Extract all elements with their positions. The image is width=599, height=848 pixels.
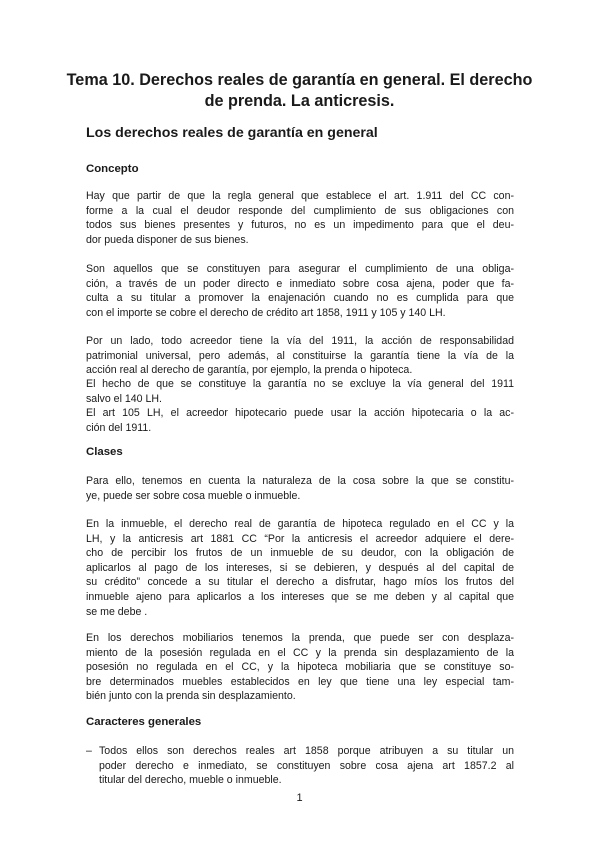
bullet-dash: – bbox=[86, 745, 92, 757]
paragraph-line: Hay que partir de que la regla general que establece el art. 1.911 del CC con- bbox=[86, 190, 514, 202]
paragraph-6 bbox=[86, 474, 514, 503]
paragraph-line: ye, puede ser sobre cosa mueble o inmueble. bbox=[86, 489, 301, 502]
section-heading: Los derechos reales de garantía en general bbox=[86, 125, 378, 141]
paragraph-line: El art 105 LH, el acreedor hipotecario puede usar la acción hipotecaria o la ac- bbox=[86, 407, 514, 419]
paragraph-line: aplicarlos al pago de los intereses, si se debieren, y después al del capital de bbox=[86, 561, 514, 574]
bullet-line: poder derecho e inmediato, se constituyen sobre cosa ajena art 1857.2 al bbox=[99, 759, 514, 772]
paragraph-line: El hecho de que se constituye la garantía no se excluye la vía general del 1911 bbox=[86, 378, 514, 390]
paragraph-line: forme a la cual el deudor responde del cumplimiento de sus obligaciones con bbox=[86, 204, 514, 217]
subheading-clases: Clases bbox=[86, 446, 123, 458]
bullet-line: titular del derecho, mueble o inmueble. bbox=[99, 774, 282, 787]
paragraph-line: bién junto con la prenda sin desplazamiento. bbox=[86, 690, 296, 703]
paragraph-8 bbox=[86, 631, 514, 704]
document-title bbox=[60, 70, 539, 112]
paragraph-5 bbox=[86, 406, 514, 435]
paragraph-line: cho de percibir los frutos de un inmueble de su deudor, con la obligación de bbox=[86, 547, 514, 560]
paragraph-line: su crédito” concede a su titular el derecho a disfrutar, hago míos los frutos del bbox=[86, 576, 514, 589]
paragraph-line: Son aquellos que se constituyen para asegurar el cumplimiento de una obliga- bbox=[86, 263, 514, 275]
paragraph-line: acción real al derecho de garantía, por ejemplo, la prenda o hipoteca. bbox=[86, 364, 413, 377]
paragraph-line: miento de la posesión regulada en el CC y la prenda sin desplazamiento de la bbox=[86, 646, 514, 659]
paragraph-line: patrimonial universal, pero además, al constituirse la garantía tiene la vía de la bbox=[86, 349, 514, 362]
paragraph-line: salvo el 140 LH. bbox=[86, 392, 162, 405]
subheading-caracteres: Caracteres generales bbox=[86, 716, 202, 728]
title-line-1: Tema 10. Derechos reales de garantía en general. El derecho bbox=[66, 71, 533, 89]
paragraph-line: En los derechos mobiliarios tenemos la prenda, que puede ser con desplaza- bbox=[86, 632, 514, 644]
paragraph-line: bre determinados muebles establecidos en ley que tiene una ley especial tam- bbox=[86, 675, 514, 688]
paragraph-line: Por un lado, todo acreedor tiene la vía del 1911, la acción de responsabilidad bbox=[86, 335, 514, 347]
bullet-text bbox=[99, 744, 514, 788]
subheading-concepto: Concepto bbox=[86, 163, 139, 175]
paragraph-1 bbox=[86, 189, 514, 247]
paragraph-line: dor pueda disponer de sus bienes. bbox=[86, 233, 249, 246]
paragraph-line: ción, a través de un poder directo e inmediato sobre cosa ajena, poder que fa- bbox=[86, 277, 514, 290]
paragraph-line: culta a su titular a promover la enajenación cuando no es cumplida para que bbox=[86, 292, 514, 305]
paragraph-line: Para ello, tenemos en cuenta la naturaleza de la cosa sobre la que se constitu- bbox=[86, 475, 514, 487]
paragraph-line: LH, y la anticresis art 1881 CC “Por la anticresis el acreedor adquiere el dere- bbox=[86, 532, 514, 545]
title-line-2: de prenda. La anticresis. bbox=[204, 92, 395, 110]
page-number: 1 bbox=[296, 792, 303, 804]
paragraph-line: se me debe . bbox=[86, 605, 148, 618]
paragraph-line: posesión no regulada en el CC, y la hipoteca mobiliaria que se constituye so- bbox=[86, 661, 514, 674]
paragraph-line: En la inmueble, el derecho real de garantía de hipoteca regulado en el CC y la bbox=[86, 518, 514, 530]
paragraph-2 bbox=[86, 262, 514, 320]
paragraph-line: todos sus bienes presentes y futuros, no es un impedimento para que el deu- bbox=[86, 219, 514, 232]
paragraph-7 bbox=[86, 517, 514, 619]
paragraph-3 bbox=[86, 334, 514, 378]
bullet-line: Todos ellos son derechos reales art 1858 porque atribuyen a su titular un bbox=[99, 745, 514, 757]
paragraph-line: ción del 1911. bbox=[86, 421, 152, 434]
paragraph-line: inmueble ajeno para aplicarlos a los intereses que se me deben y al capital que bbox=[86, 590, 514, 603]
paragraph-4 bbox=[86, 377, 514, 406]
paragraph-line: con el importe se cobre el derecho de crédito art 1858, 1911 y 105 y 140 LH. bbox=[86, 306, 446, 319]
